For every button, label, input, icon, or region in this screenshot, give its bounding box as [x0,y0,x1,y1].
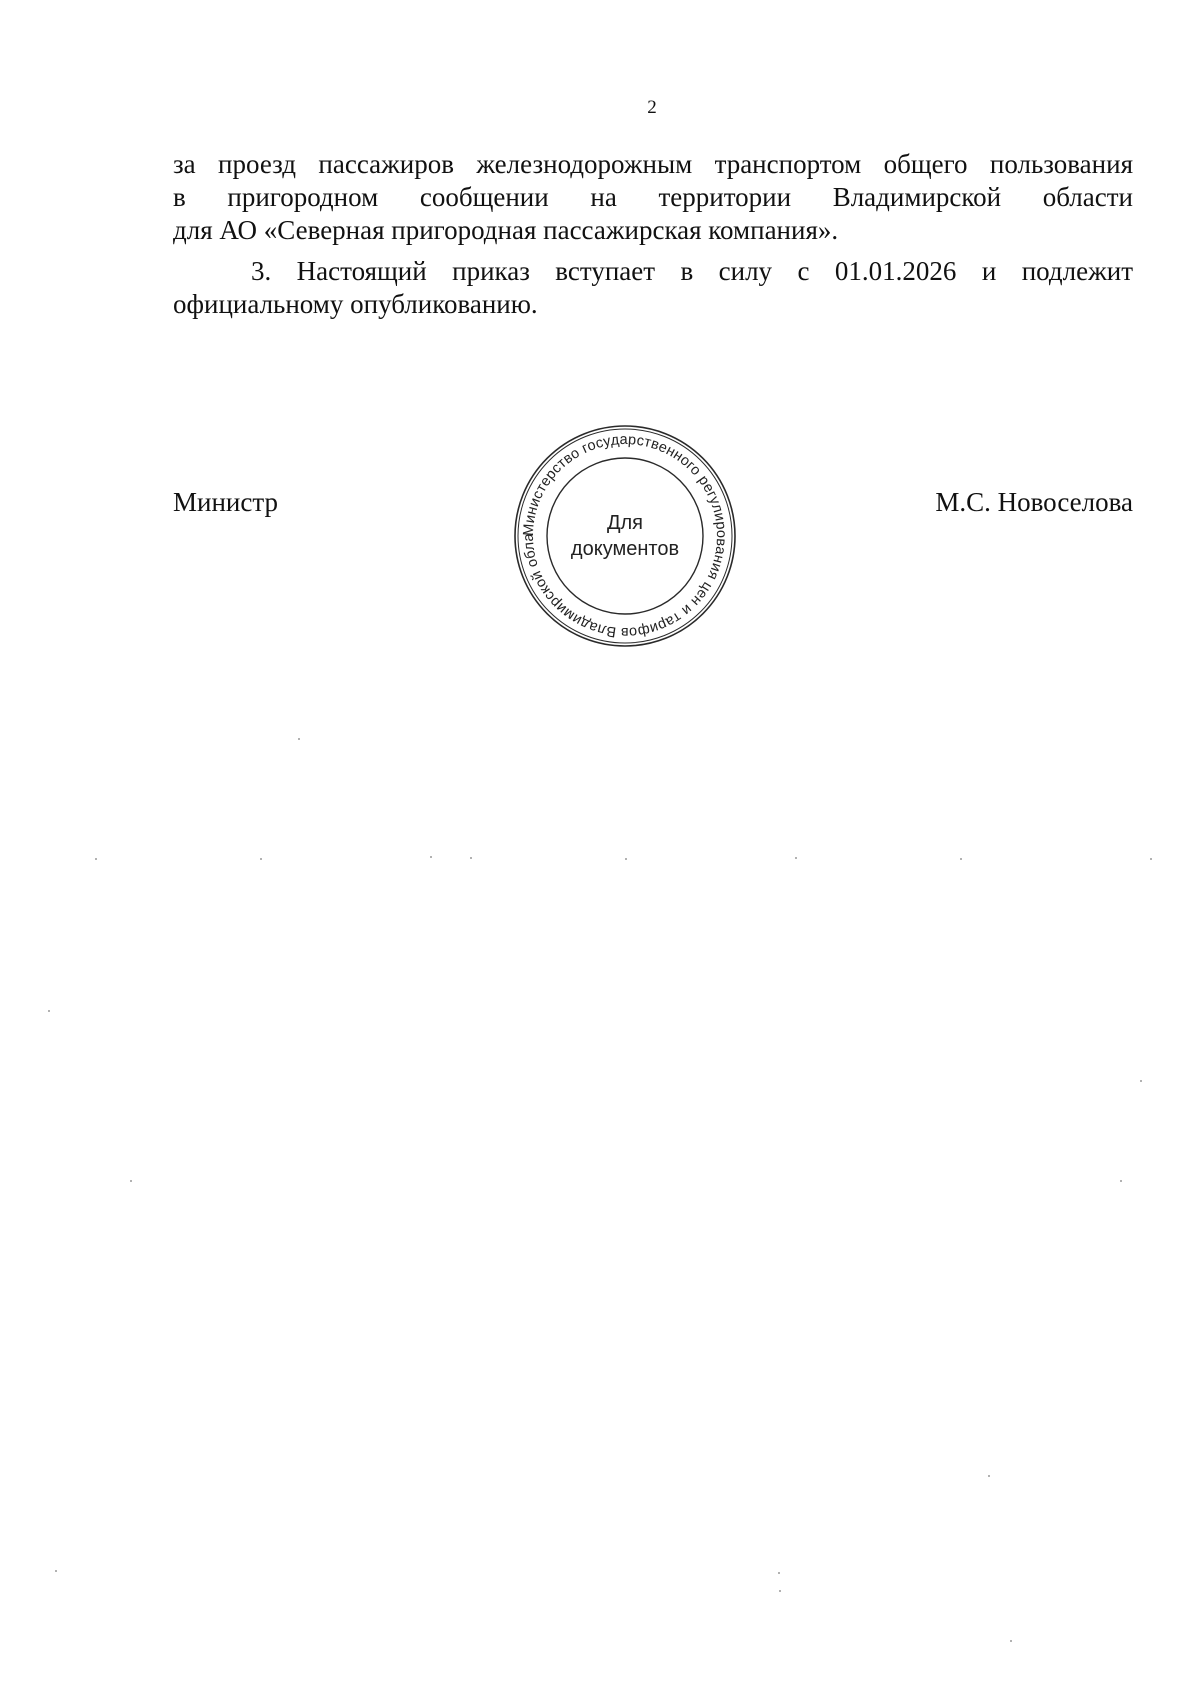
scan-speck [779,1590,781,1592]
official-stamp [511,422,739,650]
scan-speck [1010,1640,1012,1642]
paragraph-effective-date [173,255,1133,321]
scan-speck [778,1572,780,1574]
scan-speck [1120,1180,1122,1182]
stamp-center-line: Для [606,512,644,534]
scan-speck [470,857,472,859]
scan-speck [795,857,797,859]
page-number: 2 [647,97,657,118]
paragraph-line: за проезд пассажиров железнодорожным транспортом общего пользования [173,149,1133,179]
scan-speck [130,1180,132,1182]
stamp-center-text [511,422,739,650]
stamp-ring-text: Министерство государственного регулирования цен и тарифов Владимирской обла [520,431,730,641]
scan-speck [260,858,262,860]
paragraph-line: официальному опубликованию. [173,289,538,319]
signatory-name: М.С. Новоселова [935,487,1133,517]
paragraph-continuation [173,148,1133,247]
scan-speck [55,1570,57,1572]
scan-speck [298,738,300,740]
scan-speck [430,856,432,858]
paragraph-line: для АО «Северная пригородная пассажирская компания». [173,215,839,245]
scan-speck [1150,858,1152,860]
signatory-title: Министр [173,487,278,517]
stamp-center-line: документов [570,538,680,560]
paragraph-line: в пригородном сообщении на территории Владимирской области [173,182,1133,212]
paragraph-line: 3. Настоящий приказ вступает в силу с 01.01.2026 и подлежит [251,256,1133,286]
scan-speck [625,858,627,860]
scan-speck [988,1475,990,1477]
scan-speck [48,1010,50,1012]
scan-speck [960,858,962,860]
scan-speck [1140,1080,1142,1082]
scan-speck [95,858,97,860]
